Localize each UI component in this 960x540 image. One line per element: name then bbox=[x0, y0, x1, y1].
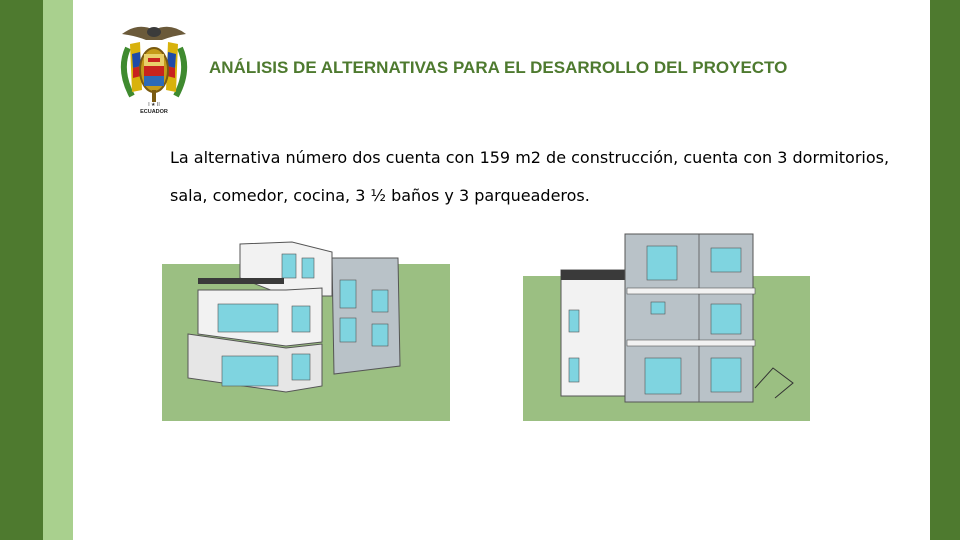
left-dark-green-bar bbox=[0, 0, 43, 540]
house-render-2-image bbox=[523, 218, 810, 421]
house-render-1-image bbox=[162, 216, 450, 421]
description-paragraph: La alternativa número dos cuenta con 159 m2 de construcción, cuenta con 3 dormitorios, sala, comedor, cocina, 3 ½ baños y 3 parqueaderos. bbox=[170, 148, 890, 205]
svg-text:I ★ II: I ★ II bbox=[148, 102, 160, 108]
left-light-green-bar bbox=[43, 0, 73, 540]
slide-title: ANÁLISIS DE ALTERNATIVAS PARA EL DESARROLLO DEL PROYECTO bbox=[209, 58, 788, 77]
logo-caption: ECUADOR bbox=[140, 109, 168, 115]
coat-of-arms-logo bbox=[116, 20, 192, 118]
right-dark-green-bar bbox=[930, 0, 960, 540]
